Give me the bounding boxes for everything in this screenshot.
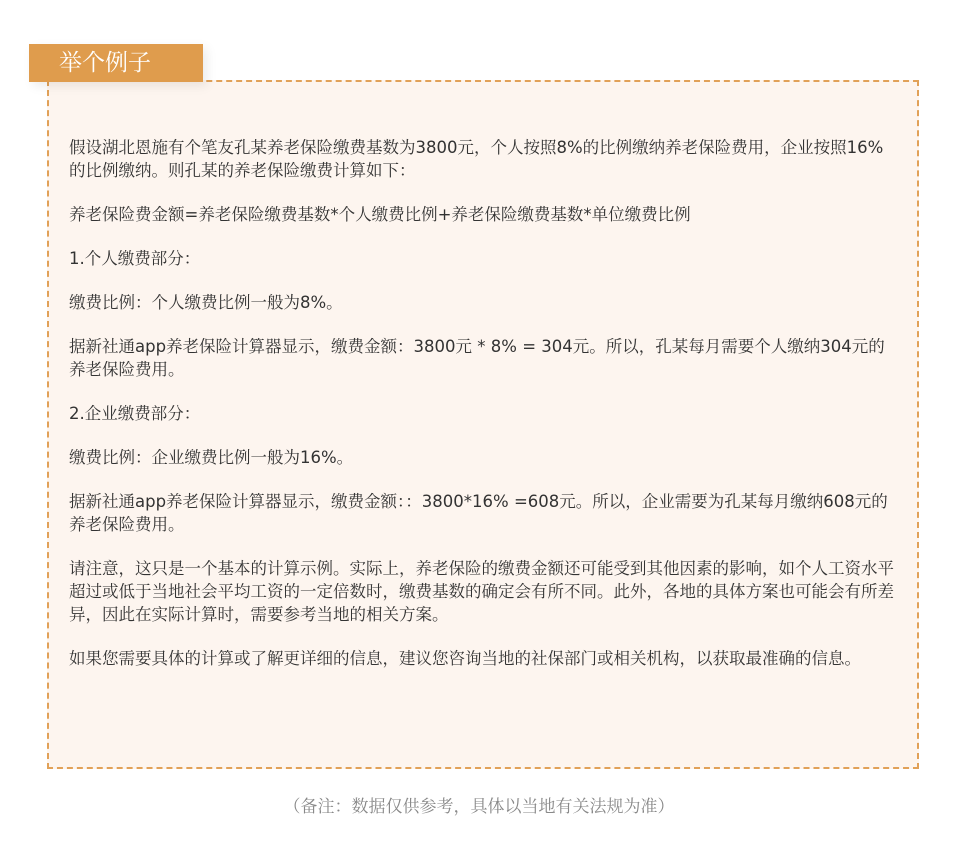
paragraph: 假设湖北恩施有个笔友孔某养老保险缴费基数为3800元，个人按照8%的比例缴纳养老保险费用，企业按照16%的比例缴纳。则孔某的养老保险缴费计算如下： <box>69 138 884 180</box>
paragraph: 缴费比例：企业缴费比例一般为16%。 <box>69 448 354 467</box>
example-content <box>69 136 899 691</box>
paragraph: 缴费比例：个人缴费比例一般为8%。 <box>69 293 343 312</box>
paragraph: 1.个人缴费部分： <box>69 249 201 268</box>
section-title-tab: 举个例子 <box>29 44 203 82</box>
footnote: （备注：数据仅供参考，具体以当地有关法规为准） <box>283 797 675 817</box>
paragraph: 养老保险费金额=养老保险缴费基数*个人缴费比例+养老保险缴费基数*单位缴费比例 <box>69 205 691 224</box>
paragraph: 2.企业缴费部分： <box>69 404 201 423</box>
paragraph: 如果您需要具体的计算或了解更详细的信息，建议您咨询当地的社保部门或相关机构，以获取最准确的信息。 <box>69 649 861 668</box>
paragraph: 据新社通app养老保险计算器显示，缴费金额：：3800*16% =608元。所以，企业需要为孔某每月缴纳608元的养老保险费用。 <box>69 492 888 534</box>
paragraph: 据新社通app养老保险计算器显示，缴费金额：3800元 * 8% = 304元。所以，孔某每月需要个人缴纳304元的养老保险费用。 <box>69 337 885 379</box>
paragraph: 请注意，这只是一个基本的计算示例。实际上，养老保险的缴费金额还可能受到其他因素的影响，如个人工资水平超过或低于当地社会平均工资的一定倍数时，缴费基数的确定会有所不同。此外，各地的具体方案也可能会有所差异，因此在实际计算时，需要参考当地的相关方案。 <box>69 559 894 624</box>
example-box <box>47 80 919 769</box>
